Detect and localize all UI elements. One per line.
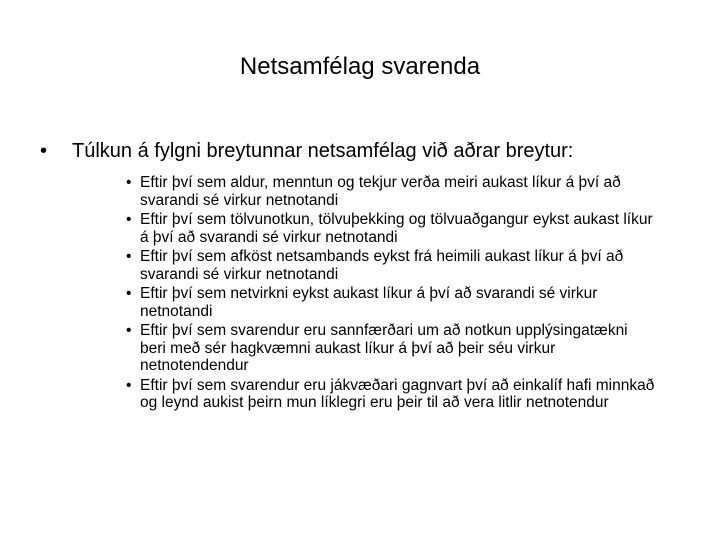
- bullet-icon: •: [40, 140, 48, 162]
- sub-bullet-item: [126, 211, 656, 246]
- sub-point-text: Eftir því sem svarendur eru sannfærðari um að notkun upplýsingatækni beri með sér hagkvæmni aukast líkur á því að þeir séu virkur netnotendendur: [140, 322, 628, 374]
- bullet-icon: •: [126, 322, 132, 339]
- sub-bullet-list: [126, 174, 656, 412]
- sub-bullet-item: [126, 285, 656, 320]
- sub-point-text: Eftir því sem tölvunotkun, tölvuþekking og tölvuaðgangur eykst aukast líkur á því að svarandi sé virkur netnotandi: [140, 211, 653, 246]
- sub-bullet-item: [126, 322, 656, 375]
- sub-bullet-item: [126, 248, 656, 283]
- bullet-icon: •: [126, 248, 132, 265]
- sub-bullet-item: [126, 377, 656, 412]
- sub-point-text: Eftir því sem aldur, menntun og tekjur verða meiri aukast líkur á því að svarandi sé virkur netnotandi: [140, 174, 621, 209]
- main-bullet-list: [40, 138, 700, 414]
- bullet-icon: •: [126, 211, 132, 228]
- bullet-icon: •: [126, 285, 132, 302]
- sub-point-text: Eftir því sem netvirkni eykst aukast líkur á því að svarandi sé virkur netnotandi: [140, 285, 598, 320]
- bullet-icon: •: [126, 174, 132, 191]
- sub-bullet-item: [126, 174, 656, 209]
- sub-point-text: Eftir því sem afköst netsambands eykst frá heimili aukast líkur á því að svarandi sé virkur netnotandi: [140, 248, 624, 283]
- sub-point-text: Eftir því sem svarendur eru jákvæðari gagnvart því að einkalíf hafi minnkað og leynd aukist þeirn mun líklegri eru þeir til að vera litlir netnotendur: [140, 376, 655, 411]
- slide-title: Netsamfélag svarenda: [239, 53, 481, 80]
- main-bullet-item: [40, 138, 700, 412]
- bullet-icon: •: [126, 376, 132, 394]
- main-point-text: Túlkun á fylgni breytunnar netsamfélag við aðrar breytur:: [72, 140, 574, 162]
